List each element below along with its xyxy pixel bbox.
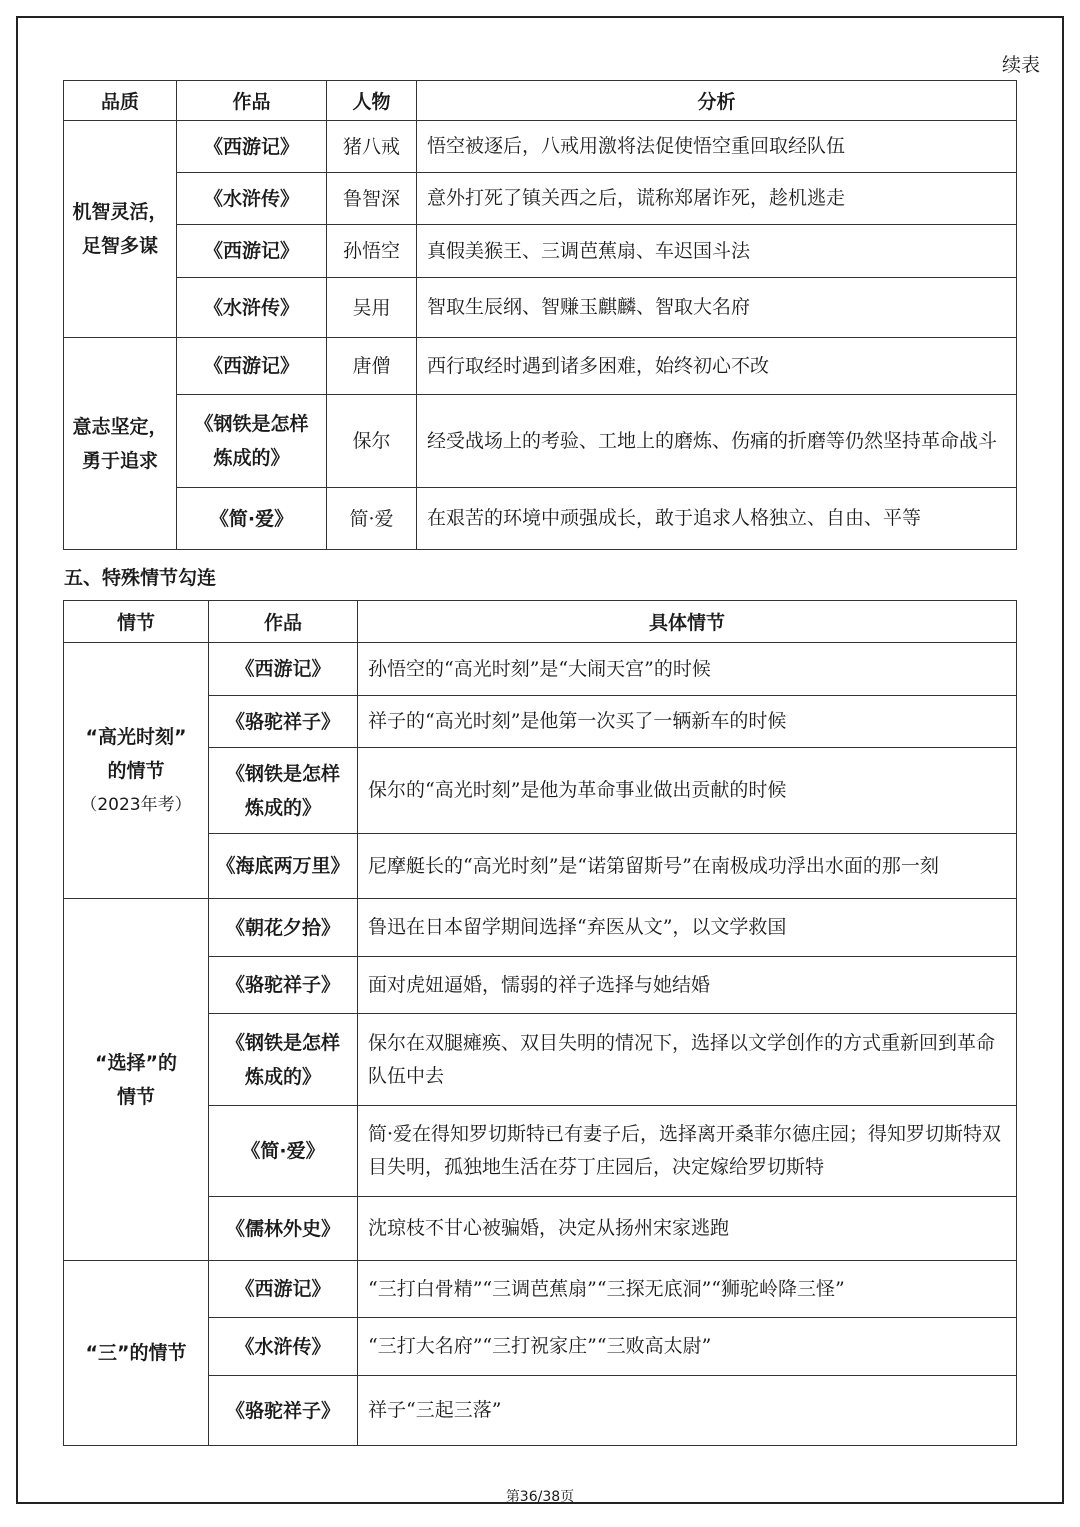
analysis-cell: 西行取经时遇到诸多困难，始终初心不改 bbox=[417, 338, 1017, 395]
analysis-cell: 悟空被逐后，八戒用激将法促使悟空重回取经队伍 bbox=[417, 121, 1017, 173]
plot-cell: “高光时刻” 的情节 （2023年考） bbox=[64, 643, 209, 899]
detail-cell: 祥子“三起三落” bbox=[358, 1376, 1017, 1446]
analysis-cell: 智取生辰纲、智赚玉麒麟、智取大名府 bbox=[417, 278, 1017, 338]
work-cell: 《钢铁是怎样 炼成的》 bbox=[177, 395, 327, 488]
page-number: 第36/38页 bbox=[505, 1489, 575, 1505]
work-cell: 《朝花夕拾》 bbox=[209, 899, 358, 957]
person-cell: 保尔 bbox=[327, 395, 417, 488]
person-cell: 孙悟空 bbox=[327, 225, 417, 278]
work-cell: 《钢铁是怎样 炼成的》 bbox=[209, 748, 358, 834]
plot-cell: “三”的情节 bbox=[64, 1261, 209, 1446]
detail-cell: 简·爱在得知罗切斯特已有妻子后，选择离开桑菲尔德庄园；得知罗切斯特双目失明，孤独地生活在芬丁庄园后，决定嫁给罗切斯特 bbox=[358, 1106, 1017, 1197]
work-cell: 《钢铁是怎样 炼成的》 bbox=[209, 1014, 358, 1106]
work-cell: 《骆驼祥子》 bbox=[209, 696, 358, 748]
header-quality: 品质 bbox=[64, 81, 177, 121]
plots-table bbox=[63, 600, 1017, 1446]
detail-cell: 保尔的“高光时刻”是他为革命事业做出贡献的时候 bbox=[358, 748, 1017, 834]
header-work: 作品 bbox=[209, 601, 358, 643]
work-cell: 《西游记》 bbox=[209, 643, 358, 696]
work-cell: 《简·爱》 bbox=[177, 488, 327, 550]
header-plot: 情节 bbox=[64, 601, 209, 643]
work-cell: 《简·爱》 bbox=[209, 1106, 358, 1197]
analysis-cell: 真假美猴王、三调芭蕉扇、车迟国斗法 bbox=[417, 225, 1017, 278]
header-analysis: 分析 bbox=[417, 81, 1017, 121]
header-detail: 具体情节 bbox=[358, 601, 1017, 643]
detail-cell: “三打大名府”“三打祝家庄”“三败高太尉” bbox=[358, 1318, 1017, 1376]
person-cell: 吴用 bbox=[327, 278, 417, 338]
plot-cell: “选择”的 情节 bbox=[64, 899, 209, 1261]
detail-cell: 沈琼枝不甘心被骗婚，决定从扬州宋家逃跑 bbox=[358, 1197, 1017, 1261]
work-cell: 《西游记》 bbox=[177, 225, 327, 278]
quality-cell: 机智灵活， 足智多谋 bbox=[64, 121, 177, 338]
detail-cell: 鲁迅在日本留学期间选择“弃医从文”，以文学救国 bbox=[358, 899, 1017, 957]
header-work: 作品 bbox=[177, 81, 327, 121]
work-cell: 《水浒传》 bbox=[177, 173, 327, 225]
qualities-table bbox=[63, 80, 1017, 550]
work-cell: 《水浒传》 bbox=[177, 278, 327, 338]
person-cell: 唐僧 bbox=[327, 338, 417, 395]
work-cell: 《骆驼祥子》 bbox=[209, 957, 358, 1014]
detail-cell: 尼摩艇长的“高光时刻”是“诺第留斯号”在南极成功浮出水面的那一刻 bbox=[358, 834, 1017, 899]
analysis-cell: 经受战场上的考验、工地上的磨炼、伤痛的折磨等仍然坚持革命战斗 bbox=[417, 395, 1017, 488]
person-cell: 鲁智深 bbox=[327, 173, 417, 225]
detail-cell: 孙悟空的“高光时刻”是“大闹天宫”的时候 bbox=[358, 643, 1017, 696]
person-cell: 简·爱 bbox=[327, 488, 417, 550]
section-title: 五、特殊情节勾连 bbox=[64, 567, 217, 589]
person-cell: 猪八戒 bbox=[327, 121, 417, 173]
work-cell: 《骆驼祥子》 bbox=[209, 1376, 358, 1446]
work-cell: 《西游记》 bbox=[209, 1261, 358, 1318]
work-cell: 《海底两万里》 bbox=[209, 834, 358, 899]
quality-cell: 意志坚定， 勇于追求 bbox=[64, 338, 177, 550]
continuation-label: 续表 bbox=[1001, 54, 1040, 76]
detail-cell: “三打白骨精”“三调芭蕉扇”“三探无底洞”“狮驼岭降三怪” bbox=[358, 1261, 1017, 1318]
detail-cell: 保尔在双腿瘫痪、双目失明的情况下，选择以文学创作的方式重新回到革命队伍中去 bbox=[358, 1014, 1017, 1106]
header-person: 人物 bbox=[327, 81, 417, 121]
work-cell: 《西游记》 bbox=[177, 338, 327, 395]
work-cell: 《西游记》 bbox=[177, 121, 327, 173]
analysis-cell: 在艰苦的环境中顽强成长，敢于追求人格独立、自由、平等 bbox=[417, 488, 1017, 550]
work-cell: 《儒林外史》 bbox=[209, 1197, 358, 1261]
detail-cell: 面对虎妞逼婚，懦弱的祥子选择与她结婚 bbox=[358, 957, 1017, 1014]
work-cell: 《水浒传》 bbox=[209, 1318, 358, 1376]
detail-cell: 祥子的“高光时刻”是他第一次买了一辆新车的时候 bbox=[358, 696, 1017, 748]
analysis-cell: 意外打死了镇关西之后，谎称郑屠诈死，趁机逃走 bbox=[417, 173, 1017, 225]
